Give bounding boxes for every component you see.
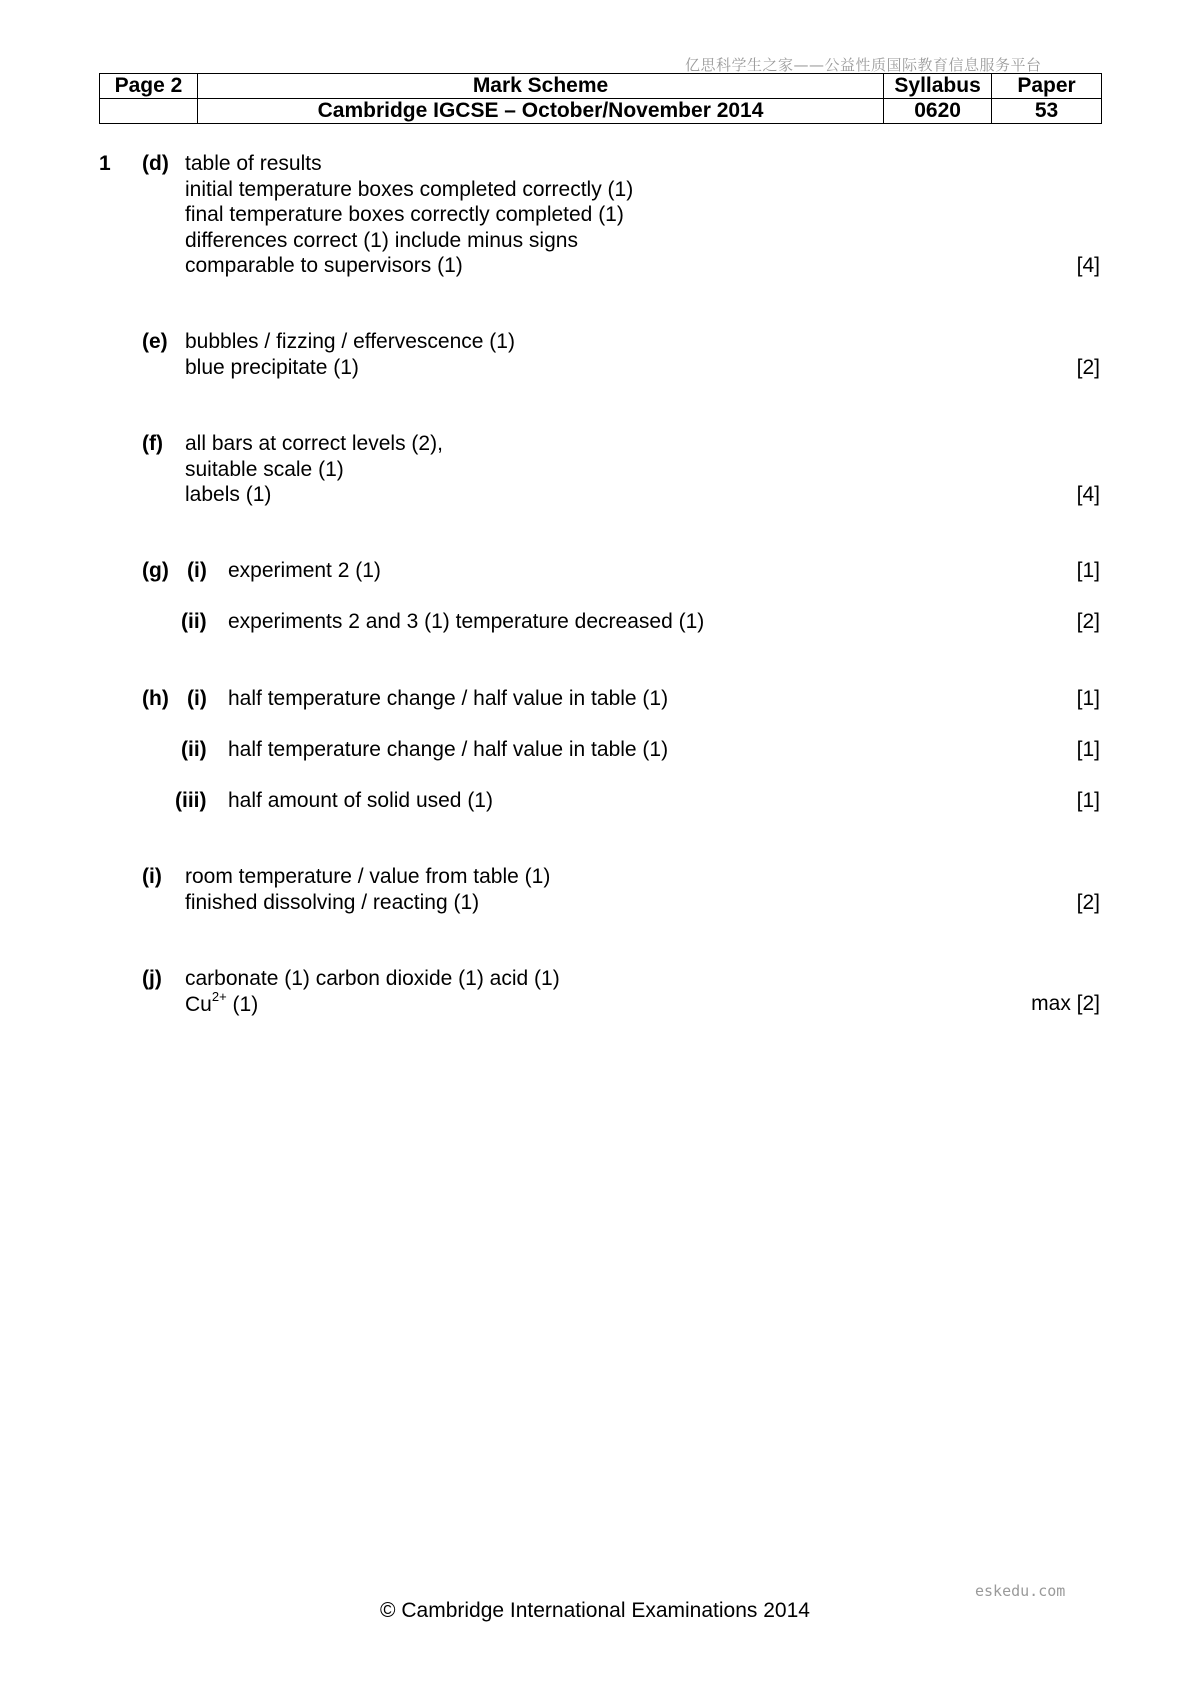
part-d-line: table of results xyxy=(185,152,322,175)
syllabus-label: Syllabus xyxy=(884,74,992,99)
part-g-i-marks: [1] xyxy=(1076,559,1100,582)
part-h-ii-marks: [1] xyxy=(1076,738,1100,761)
watermark-bottom: eskedu.com xyxy=(975,1582,1066,1600)
part-h-ii-label: (ii) xyxy=(181,738,207,761)
part-i-marks: [2] xyxy=(1076,891,1100,914)
part-h-iii-marks: [1] xyxy=(1076,789,1100,812)
part-j-text xyxy=(185,966,965,1017)
syllabus-value: 0620 xyxy=(884,99,992,124)
part-h-iii-text: half amount of solid used (1) xyxy=(228,789,493,812)
part-f-line: labels (1) xyxy=(185,483,272,506)
part-h-label: (h) xyxy=(142,687,169,710)
part-e-line: blue precipitate (1) xyxy=(185,355,359,379)
part-f-line: suitable scale (1) xyxy=(185,457,344,481)
part-j-ion-line xyxy=(185,988,965,1018)
part-d-label: (d) xyxy=(142,152,169,175)
header-title: Mark Scheme xyxy=(197,74,883,99)
part-e-text xyxy=(185,329,965,380)
question-number: 1 xyxy=(99,152,111,175)
ion-mark: (1) xyxy=(226,992,259,1016)
paper-label: Paper xyxy=(992,74,1102,99)
header-subtitle: Cambridge IGCSE – October/November 2014 xyxy=(197,99,883,124)
part-h-i-text: half temperature change / half value in table (1) xyxy=(228,687,669,710)
part-h-iii-label: (iii) xyxy=(175,789,207,812)
part-j-line: carbonate (1) carbon dioxide (1) acid (1) xyxy=(185,967,560,990)
header-table xyxy=(99,73,1102,124)
part-i-line: room temperature / value from table (1) xyxy=(185,865,551,888)
part-f-label: (f) xyxy=(142,432,163,455)
part-j-marks: max [2] xyxy=(1031,992,1100,1015)
part-d-line: final temperature boxes correctly completed (1) xyxy=(185,203,624,226)
part-g-ii-text: experiments 2 and 3 (1) temperature decreased (1) xyxy=(228,610,705,633)
paper-value: 53 xyxy=(992,99,1102,124)
part-i-line: finished dissolving / reacting (1) xyxy=(185,890,480,914)
part-i-text xyxy=(185,864,965,915)
ion-charge: 2+ xyxy=(211,988,227,1004)
part-i-label: (i) xyxy=(142,865,162,888)
part-d-marks: [4] xyxy=(1076,254,1100,277)
part-f-text xyxy=(185,431,965,508)
ion-symbol: Cu xyxy=(185,992,212,1016)
watermark-top: 亿思科学生之家——公益性质国际教育信息服务平台 xyxy=(685,56,1042,74)
part-f-marks: [4] xyxy=(1076,483,1100,506)
part-h-ii-text: half temperature change / half value in table (1) xyxy=(228,738,669,761)
header-empty-cell xyxy=(100,99,198,124)
part-e-line: bubbles / fizzing / effervescence (1) xyxy=(185,330,515,353)
part-h-i-label: (i) xyxy=(187,687,207,710)
part-g-ii-marks: [2] xyxy=(1076,610,1100,633)
page-label: Page 2 xyxy=(100,74,198,99)
part-d-line: comparable to supervisors (1) xyxy=(185,254,463,277)
part-g-i-label: (i) xyxy=(187,559,207,582)
part-d-text xyxy=(185,151,965,279)
part-f-line: all bars at correct levels (2), xyxy=(185,432,443,455)
part-d-line: differences correct (1) include minus signs xyxy=(185,228,578,252)
part-g-ii-label: (ii) xyxy=(181,610,207,633)
footer-copyright: © Cambridge International Examinations 2014 xyxy=(380,1599,810,1622)
part-g-label: (g) xyxy=(142,559,169,582)
part-h-i-marks: [1] xyxy=(1076,687,1100,710)
part-g-i-text: experiment 2 (1) xyxy=(228,559,381,582)
part-d-line: initial temperature boxes completed correctly (1) xyxy=(185,177,634,201)
part-e-label: (e) xyxy=(142,330,168,353)
part-e-marks: [2] xyxy=(1076,356,1100,379)
part-j-label: (j) xyxy=(142,967,162,990)
